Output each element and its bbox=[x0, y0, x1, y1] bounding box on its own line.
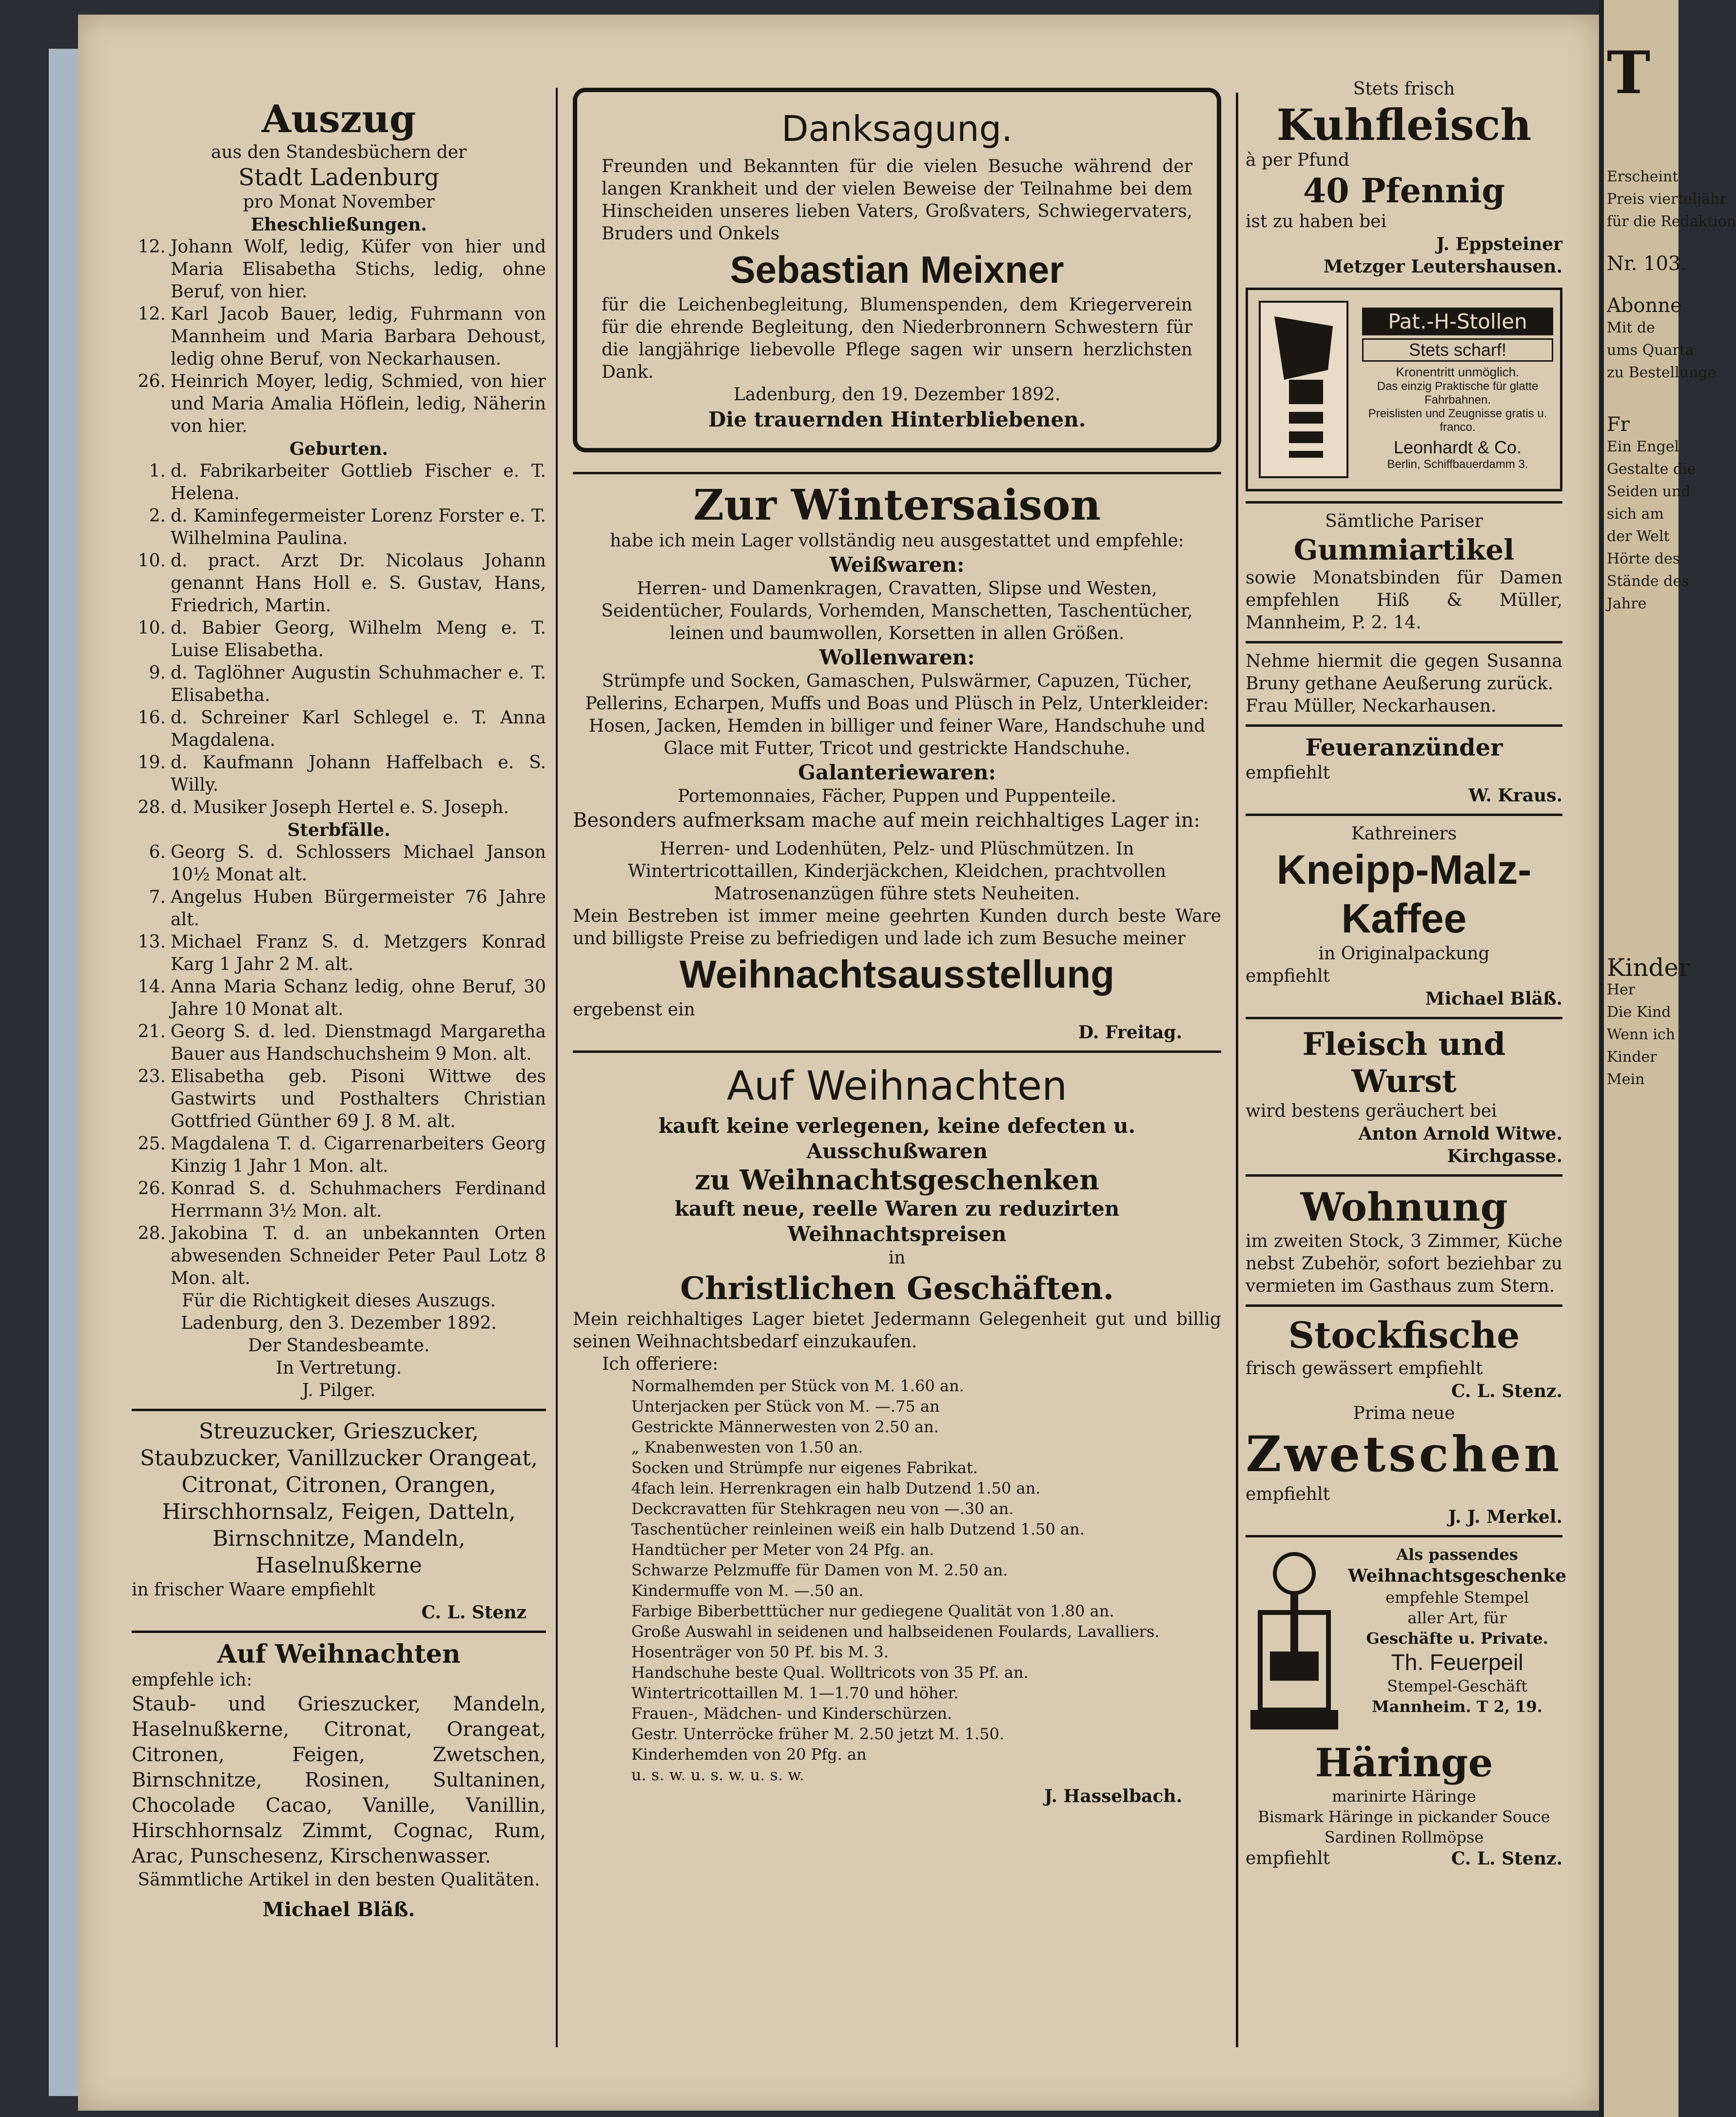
adjacent-fragment: Seiden und bbox=[1607, 483, 1691, 500]
list-num: 13. bbox=[137, 932, 166, 952]
stempel-line-4: aller Art, für bbox=[1407, 1609, 1507, 1627]
nehme-text: Nehme hiermit die gegen Susanna Bruny gethane Aeußerung zurück. bbox=[1246, 651, 1562, 694]
adjacent-fragment: Gestalte die bbox=[1607, 461, 1696, 478]
xmas-ad-title: Auf Weihnachten bbox=[217, 1639, 461, 1669]
adjacent-fragment: Kinder bbox=[1607, 953, 1691, 982]
list-item: Michael Franz S. d. Metzgers Konrad Karg 1 Jahr 2 M. alt. bbox=[171, 932, 546, 974]
pat-line-1: Kronentritt unmöglich. bbox=[1396, 365, 1520, 379]
danksagung-name: Sebastian Meixner bbox=[730, 248, 1064, 291]
auf-line-1: kauft keine verlegenen, keine defecten u. Ausschußwaren bbox=[658, 1114, 1136, 1163]
zw-pre: Prima neue bbox=[1353, 1403, 1455, 1423]
stempel-sub: Stempel-Geschäft bbox=[1387, 1677, 1527, 1695]
divider bbox=[1246, 814, 1562, 816]
kuh-title: Kuhfleisch bbox=[1276, 99, 1532, 150]
galant-title: Galanteriewaren: bbox=[798, 760, 996, 784]
danksagung-box bbox=[573, 88, 1221, 452]
kuh-price: 40 Pfennig bbox=[1303, 172, 1505, 211]
woll-text: Strümpfe und Socken, Gamaschen, Pulswärmer, Capuzen, Tücher, Pellerins, Echarpen, Muffs und Boas und Plüsch in Pelz, Unterkleider: Hosen, Jacken, Hemden in billiger und feiner Ware, Handschuhe und Glace mit Futter, Tricot und gestrickte Handschuhe. bbox=[585, 671, 1209, 758]
offer-item: Handtücher per Meter von 24 Pfg. an. bbox=[631, 1540, 935, 1559]
list-num: 14. bbox=[137, 977, 166, 997]
auszug-closing-5: J. Pilger. bbox=[302, 1380, 376, 1400]
list-num: 26. bbox=[137, 371, 166, 391]
offer-item: 4fach lein. Herrenkragen ein halb Dutzend 1.50 an. bbox=[631, 1479, 1041, 1497]
list-item: d. pract. Arzt Dr. Nicolaus Johann genannt Hans Holl e. S. Gustav, Hans, Friedrich, Martin. bbox=[171, 551, 546, 616]
column-rule-1 bbox=[556, 88, 558, 2047]
adjacent-fragment: Fr bbox=[1607, 413, 1630, 436]
auf-intro: Mein reichhaltiges Lager bietet Jedermann Gelegenheit gut und billig seinen Weihnachtsbedarf einzukaufen. bbox=[573, 1309, 1221, 1352]
offeriere: Ich offeriere: bbox=[602, 1354, 719, 1374]
besonders-text: Besonders aufmerksam mache auf mein reichhaltiges Lager in: bbox=[573, 809, 1200, 832]
adjacent-fragment: Hörte des bbox=[1607, 550, 1680, 567]
list-num: 16. bbox=[137, 708, 166, 728]
zw-rec: empfiehlt bbox=[1246, 1484, 1330, 1504]
offer-item: u. s. w. u. s. w. u. s. w. bbox=[631, 1766, 804, 1784]
kneipp-signature: Michael Bläß. bbox=[1425, 989, 1562, 1009]
list-num: 12. bbox=[137, 237, 166, 257]
wohnung-title: Wohnung bbox=[1300, 1184, 1508, 1230]
kuh-where: ist zu haben bei bbox=[1246, 212, 1386, 232]
stempel-text bbox=[1348, 1544, 1566, 1739]
nehme-signature: Frau Müller, Neckarhausen. bbox=[1246, 696, 1497, 716]
adjacent-fragment: Stände des bbox=[1607, 573, 1689, 590]
adjacent-fragment: Nr. 103. bbox=[1607, 252, 1687, 275]
stempel-line-2: Weihnachtsgeschenke bbox=[1348, 1566, 1567, 1586]
xmas-ad-body: Staub- und Grieszucker, Mandeln, Haselnußkerne, Citronat, Orangeat, Citronen, Feigen, Zwetschen, Birnschnitze, Rosinen, Sultaninen, Chocolade Cacao, Vanille, Vanillin, Hirschhornsalz Zimmt, Cognac, Rum, Arac, Punschesenz, Kirschenwasser. bbox=[132, 1693, 546, 1867]
offer-item: Gestr. Unterröcke früher M. 2.50 jetzt M. 1.50. bbox=[631, 1725, 1004, 1743]
stempel-line-5: Geschäfte u. Private. bbox=[1366, 1629, 1548, 1648]
sugar-ad-text: Streuzucker, Grieszucker, Staubzucker, Vanillzucker Orangeat, Citronat, Citronen, Orangen, Hirschhornsalz, Feigen, Datteln, Birnschnitze, Mandeln, Haselnußkerne bbox=[140, 1419, 538, 1578]
haering-line-2: Bismark Häringe in pickander Souce bbox=[1258, 1807, 1550, 1826]
offer-item: Kinderhemden von 20 Pfg. an bbox=[631, 1745, 867, 1764]
adjacent-fragment: Ein Engel bbox=[1607, 438, 1679, 455]
offer-item: Unterjacken per Stück von M. —.75 an bbox=[631, 1397, 940, 1416]
zw-title: Zwetschen bbox=[1246, 1425, 1562, 1483]
offer-item: Große Auswahl in seidenen und halbseidenen Foulards, Lavalliers. bbox=[631, 1622, 1160, 1641]
feuer-signature: W. Kraus. bbox=[1468, 785, 1562, 806]
woll-title: Wollenwaren: bbox=[819, 645, 975, 669]
auszug-closing-3: Der Standesbeamte. bbox=[248, 1336, 430, 1356]
auf-line-4: in bbox=[888, 1248, 906, 1268]
divider bbox=[132, 1631, 546, 1633]
list-item: Anna Maria Schanz ledig, ohne Beruf, 30 Jahre 10 Monat alt. bbox=[171, 977, 546, 1019]
fleisch-signature-2: Kirchgasse. bbox=[1447, 1146, 1562, 1166]
list-num: 28. bbox=[137, 1224, 166, 1243]
list-item: Elisabetha geb. Pisoni Wittwe des Gastwirts und Posthalters Christian Gottfried Günther 69 J. 8 M. alt. bbox=[171, 1067, 546, 1131]
list-item: Konrad S. d. Schuhmachers Ferdinand Herrmann 3½ Mon. alt. bbox=[171, 1179, 546, 1221]
stempel-line-3: empfehle Stempel bbox=[1385, 1588, 1529, 1607]
stempel-address: Mannheim. T 2, 19. bbox=[1372, 1697, 1542, 1716]
kneipp-text: in Originalpackung bbox=[1318, 944, 1490, 964]
offer-item: Handschuhe beste Qual. Wolltricots von 35 Pf. an. bbox=[631, 1663, 1029, 1682]
auszug-city: Stadt Ladenburg bbox=[238, 164, 439, 191]
fleisch-title: Fleisch und Wurst bbox=[1302, 1026, 1506, 1100]
adjacent-fragment: sich am bbox=[1607, 505, 1664, 523]
pat-address: Berlin, Schiffbauerdamm 3. bbox=[1387, 458, 1528, 471]
adjacent-fragment: Mein bbox=[1607, 1071, 1645, 1088]
hasselbach-signature: J. Hasselbach. bbox=[1044, 1786, 1182, 1806]
pat-title: Pat.-H-Stollen bbox=[1362, 308, 1553, 335]
adjacent-page bbox=[1604, 0, 1736, 2117]
adjacent-fragment: der Welt bbox=[1607, 528, 1670, 545]
pat-sub: Stets scharf! bbox=[1362, 338, 1553, 362]
stempel-ad bbox=[1246, 1544, 1567, 1739]
divider bbox=[1246, 1174, 1562, 1177]
adjacent-fragment: ums Quarta bbox=[1607, 342, 1694, 359]
section-deaths: Sterbfälle. bbox=[287, 820, 390, 840]
offer-item: Normalhemden per Stück von M. 1.60 an. bbox=[631, 1377, 964, 1395]
list-item: Georg S. d. Schlossers Michael Janson 10½ Monat alt. bbox=[171, 842, 546, 885]
list-item: d. Schreiner Karl Schlegel e. T. Anna Magdalena. bbox=[171, 708, 546, 750]
adjacent-masthead-fragment: T bbox=[1607, 39, 1651, 107]
offer-item: Deckcravatten für Stehkragen neu von —.30 an. bbox=[631, 1499, 1014, 1518]
divider bbox=[573, 1050, 1221, 1053]
list-num: 10. bbox=[137, 618, 166, 638]
weihnachtsausstellung: Weihnachtsausstellung bbox=[679, 952, 1115, 996]
stempel-firm: Th. Feuerpeil bbox=[1391, 1650, 1523, 1675]
xmas-ad-intro: empfehle ich: bbox=[132, 1670, 253, 1690]
list-num: 10. bbox=[137, 551, 166, 571]
list-num: 21. bbox=[137, 1022, 166, 1042]
list-item: d. Musiker Joseph Hertel e. S. Joseph. bbox=[171, 797, 509, 817]
wohnung-text: im zweiten Stock, 3 Zimmer, Küche nebst Zubehör, sofort beziehbar zu vermieten im Gasthaus zum Stern. bbox=[1246, 1231, 1562, 1296]
pat-stollen-ad bbox=[1246, 288, 1562, 491]
adjacent-fragment: zu Bestellunge bbox=[1607, 364, 1716, 381]
adjacent-fragment: Erscheint bbox=[1607, 168, 1678, 185]
adjacent-fragment: Abonne bbox=[1607, 294, 1682, 317]
stamp-press-icon bbox=[1246, 1544, 1343, 1739]
danksagung-title: Danksagung. bbox=[781, 108, 1013, 149]
offer-item: Frauen-, Mädchen- und Kinderschürzen. bbox=[631, 1704, 953, 1723]
list-item: Johann Wolf, ledig, Küfer von hier und Maria Elisabetha Stichs, ledig, ohne Beruf, von hier. bbox=[171, 237, 546, 302]
bestreben-text: Mein Bestreben ist immer meine geehrten Kunden durch beste Ware und billigste Preise zu befriedigen und lade ich zum Besuche meiner bbox=[573, 906, 1221, 949]
list-item: d. Fabrikarbeiter Gottlieb Fischer e. T. Helena. bbox=[171, 461, 546, 504]
list-num: 2. bbox=[149, 506, 166, 526]
list-item: Heinrich Moyer, ledig, Schmied, von hier und Maria Amalia Höflein, ledig, Näherin von hier. bbox=[171, 371, 546, 436]
kneipp-pre: Kathreiners bbox=[1351, 824, 1457, 844]
auszug-closing-1: Für die Richtigkeit dieses Auszugs. bbox=[182, 1291, 496, 1311]
adjacent-fragment: Her bbox=[1607, 981, 1636, 998]
list-item: Magdalena T. d. Cigarrenarbeiters Georg Kinzig 1 Jahr 1 Mon. alt. bbox=[171, 1134, 546, 1176]
auszug-closing-2: Ladenburg, den 3. Dezember 1892. bbox=[181, 1313, 497, 1333]
auf-line-3: kauft neue, reelle Waren zu reduzirten Weihnachtspreisen bbox=[674, 1197, 1120, 1246]
divider bbox=[132, 1409, 546, 1411]
pat-firm: Leonhardt & Co. bbox=[1393, 437, 1522, 457]
divider bbox=[1246, 1017, 1562, 1019]
divider bbox=[573, 472, 1221, 474]
deaths-list bbox=[132, 841, 546, 1290]
ergebenst: ergebenst ein bbox=[573, 1000, 695, 1020]
danksagung-text: Freunden und Bekannten für die vielen Besuche während der langen Krankheit und der vielen Beweise der Teilnahme bei dem Hinscheiden unseres lieben Vaters, Großvaters, Schwiegervaters, Bruders und Onkels bbox=[602, 156, 1192, 244]
offer-item: Farbige Biberbetttücher nur gediegene Qualität von 1.80 an. bbox=[631, 1602, 1114, 1620]
haering-footer bbox=[1246, 1847, 1562, 1870]
column-middle bbox=[573, 78, 1221, 1807]
feuer-title: Feueranzünder bbox=[1305, 734, 1503, 761]
kuh-signature-2: Metzger Leutershausen. bbox=[1323, 256, 1562, 277]
kneipp-rec: empfiehlt bbox=[1246, 966, 1330, 986]
danksagung-date: Ladenburg, den 19. Dezember 1892. bbox=[733, 385, 1061, 405]
list-num: 25. bbox=[137, 1134, 166, 1154]
offer-item: „ Knabenwesten von 1.50 an. bbox=[631, 1438, 863, 1457]
weiss-text: Herren- und Damenkragen, Cravatten, Slipse und Westen, Seidentücher, Foulards, Vorhemden, Manschetten, Taschentücher, leinen und baumwollen, Korsetten in allen Größen. bbox=[601, 579, 1193, 643]
fleisch-signature: Anton Arnold Witwe. bbox=[1358, 1124, 1562, 1144]
lager-text: Herren- und Lodenhüten, Pelz- und Plüschmützen. In Wintertricottaillen, Kinderjäckchen, Kleidchen, prachtvollen Matrosenanzügen führe stets Neuheiten. bbox=[628, 839, 1166, 904]
winter-intro: habe ich mein Lager vollständig neu ausgestattet und empfehle: bbox=[610, 531, 1184, 551]
pat-stollen-text bbox=[1362, 308, 1553, 471]
divider bbox=[1246, 724, 1562, 727]
offer-item: Wintertricottaillen M. 1—1.70 und höher. bbox=[631, 1684, 959, 1702]
kuh-signature: J. Eppsteiner bbox=[1436, 234, 1562, 254]
list-num: 28. bbox=[137, 797, 166, 817]
feuer-rec: empfiehlt bbox=[1246, 763, 1330, 783]
column-right bbox=[1246, 78, 1567, 1870]
adjacent-fragment: Preis vierteljähr bbox=[1607, 191, 1727, 208]
danksagung-signature: Die trauernden Hinterbliebenen. bbox=[708, 408, 1086, 431]
offer-item: Hosenträger von 50 Pf. bis M. 3. bbox=[631, 1643, 889, 1661]
offer-item: Gestrickte Männerwesten von 2.50 an. bbox=[631, 1418, 939, 1436]
list-num: 1. bbox=[149, 461, 166, 481]
pat-line-2: Das einzig Praktische für glatte Fahrbahnen. bbox=[1377, 380, 1539, 407]
xmas-ad-tail: Sämmtliche Artikel in den besten Qualitäten. bbox=[137, 1870, 540, 1890]
list-item: Georg S. d. led. Dienstmagd Margaretha Bauer aus Handschuchsheim 9 Mon. alt. bbox=[171, 1022, 546, 1064]
pat-line-3: Preislisten und Zeugnisse gratis u. franco. bbox=[1368, 407, 1547, 434]
adjacent-fragment: Die Kind bbox=[1607, 1004, 1671, 1021]
auf-weihnachten-title: Auf Weihnachten bbox=[726, 1063, 1068, 1109]
offer-item: Schwarze Pelzmuffe für Damen von M. 2.50 an. bbox=[631, 1561, 1008, 1579]
auf-line-2: zu Weihnachtsgeschenken bbox=[695, 1164, 1099, 1196]
haering-line-3: Sardinen Rollmöpse bbox=[1324, 1828, 1484, 1846]
list-item: Karl Jacob Bauer, ledig, Fuhrmann von Mannheim und Maria Barbara Dehoust, ledig ohne Beruf, von Neckarhausen. bbox=[171, 304, 546, 369]
column-rule-2 bbox=[1236, 93, 1238, 2047]
column-left bbox=[132, 78, 546, 1923]
section-marriages: Eheschließungen. bbox=[251, 214, 427, 235]
divider bbox=[1246, 501, 1562, 504]
adjacent-fragment: Wenn ich bbox=[1607, 1026, 1676, 1043]
gummi-text: sowie Monatsbinden für Damen empfehlen Hiß & Müller, Mannheim, P. 2. 14. bbox=[1246, 568, 1562, 633]
winter-title: Zur Wintersaison bbox=[693, 481, 1101, 530]
stock-signature: C. L. Stenz. bbox=[1451, 1381, 1562, 1401]
list-item: d. Babier Georg, Wilhelm Meng e. T. Luise Elisabetha. bbox=[171, 618, 546, 660]
haering-rec: empfiehlt bbox=[1246, 1848, 1330, 1868]
auszug-period: pro Monat November bbox=[243, 192, 435, 212]
auszug-closing-4: In Vertretung. bbox=[275, 1358, 402, 1378]
births-list bbox=[132, 460, 546, 819]
adjacent-fragment: Kinder bbox=[1607, 1049, 1657, 1066]
kuh-per: à per Pfund bbox=[1246, 150, 1349, 170]
offer-item: Taschentücher reinleinen weiß ein halb Dutzend 1.50 an. bbox=[631, 1520, 1085, 1538]
adjacent-fragment: für die Redaktion bbox=[1607, 213, 1736, 230]
list-num: 9. bbox=[149, 663, 166, 683]
divider bbox=[1246, 641, 1562, 643]
divider bbox=[1246, 1304, 1562, 1307]
fleisch-text: wird bestens geräuchert bei bbox=[1246, 1101, 1497, 1121]
list-num: 26. bbox=[137, 1179, 166, 1199]
stempel-line-1: Als passendes bbox=[1396, 1545, 1518, 1564]
list-num: 6. bbox=[149, 842, 166, 862]
list-num: 23. bbox=[137, 1067, 166, 1087]
sugar-ad-rec: in frischer Waare empfiehlt bbox=[132, 1580, 375, 1600]
haering-line-1: marinirte Häringe bbox=[1332, 1787, 1476, 1806]
galant-text: Portemonnaies, Fächer, Puppen und Puppenteile. bbox=[678, 786, 1116, 806]
freitag-signature: D. Freitag. bbox=[1078, 1022, 1182, 1043]
zw-signature: J. J. Merkel. bbox=[1448, 1507, 1562, 1527]
offers-list bbox=[573, 1376, 1221, 1785]
section-births: Geburten. bbox=[289, 439, 389, 459]
sugar-ad-signature: C. L. Stenz bbox=[421, 1602, 527, 1623]
weiss-title: Weißwaren: bbox=[829, 553, 965, 577]
marriages-list bbox=[132, 236, 546, 438]
kneipp-title: Kneipp-Malz-Kaffee bbox=[1276, 847, 1532, 941]
list-num: 19. bbox=[137, 753, 166, 773]
auszug-subtitle: aus den Standesbüchern der bbox=[211, 142, 467, 162]
horseshoe-stud-icon bbox=[1255, 297, 1352, 482]
danksagung-text-2: für die Leichenbegleitung, Blumenspenden, dem Kriegerverein für die ehrende Begleitung, den Niederbronnern Schwestern für die langjährige liebevolle Pflege sagen wir unsern herzlichsten Dank. bbox=[602, 295, 1192, 382]
offer-item: Socken und Strümpfe nur eigenes Fabrikat. bbox=[631, 1458, 978, 1477]
adjacent-fragment: Mit de bbox=[1607, 319, 1655, 336]
kuh-pre: Stets frisch bbox=[1353, 79, 1455, 99]
list-num: 7. bbox=[149, 887, 166, 907]
list-item: Jakobina T. d. an unbekannten Orten abwesenden Schneider Peter Paul Lotz 8 Mon. alt. bbox=[171, 1224, 546, 1288]
haering-signature: C. L. Stenz. bbox=[1451, 1848, 1562, 1869]
haering-title: Häringe bbox=[1315, 1740, 1493, 1786]
list-num: 12. bbox=[137, 304, 166, 324]
list-item: d. Kaminfegermeister Lorenz Forster e. T. Wilhelmina Paulina. bbox=[171, 506, 546, 548]
list-item: Angelus Huben Bürgermeister 76 Jahre alt. bbox=[171, 887, 546, 930]
auf-line-5: Christlichen Geschäften. bbox=[680, 1270, 1114, 1307]
stock-text: frisch gewässert empfiehlt bbox=[1246, 1359, 1483, 1379]
auszug-title: Auszug bbox=[261, 97, 416, 141]
divider bbox=[1246, 1535, 1562, 1537]
stock-title: Stockfische bbox=[1288, 1315, 1520, 1357]
gummi-title: Gummiartikel bbox=[1293, 533, 1515, 566]
xmas-ad-signature: Michael Bläß. bbox=[262, 1898, 415, 1921]
offer-item: Kindermuffe von M. —.50 an. bbox=[631, 1581, 864, 1600]
list-item: d. Taglöhner Augustin Schuhmacher e. T. Elisabetha. bbox=[171, 663, 546, 705]
gummi-pre: Sämtliche Pariser bbox=[1325, 511, 1483, 531]
adjacent-fragment: Jahre bbox=[1607, 595, 1647, 612]
list-item: d. Kaufmann Johann Haffelbach e. S. Willy. bbox=[171, 753, 546, 795]
